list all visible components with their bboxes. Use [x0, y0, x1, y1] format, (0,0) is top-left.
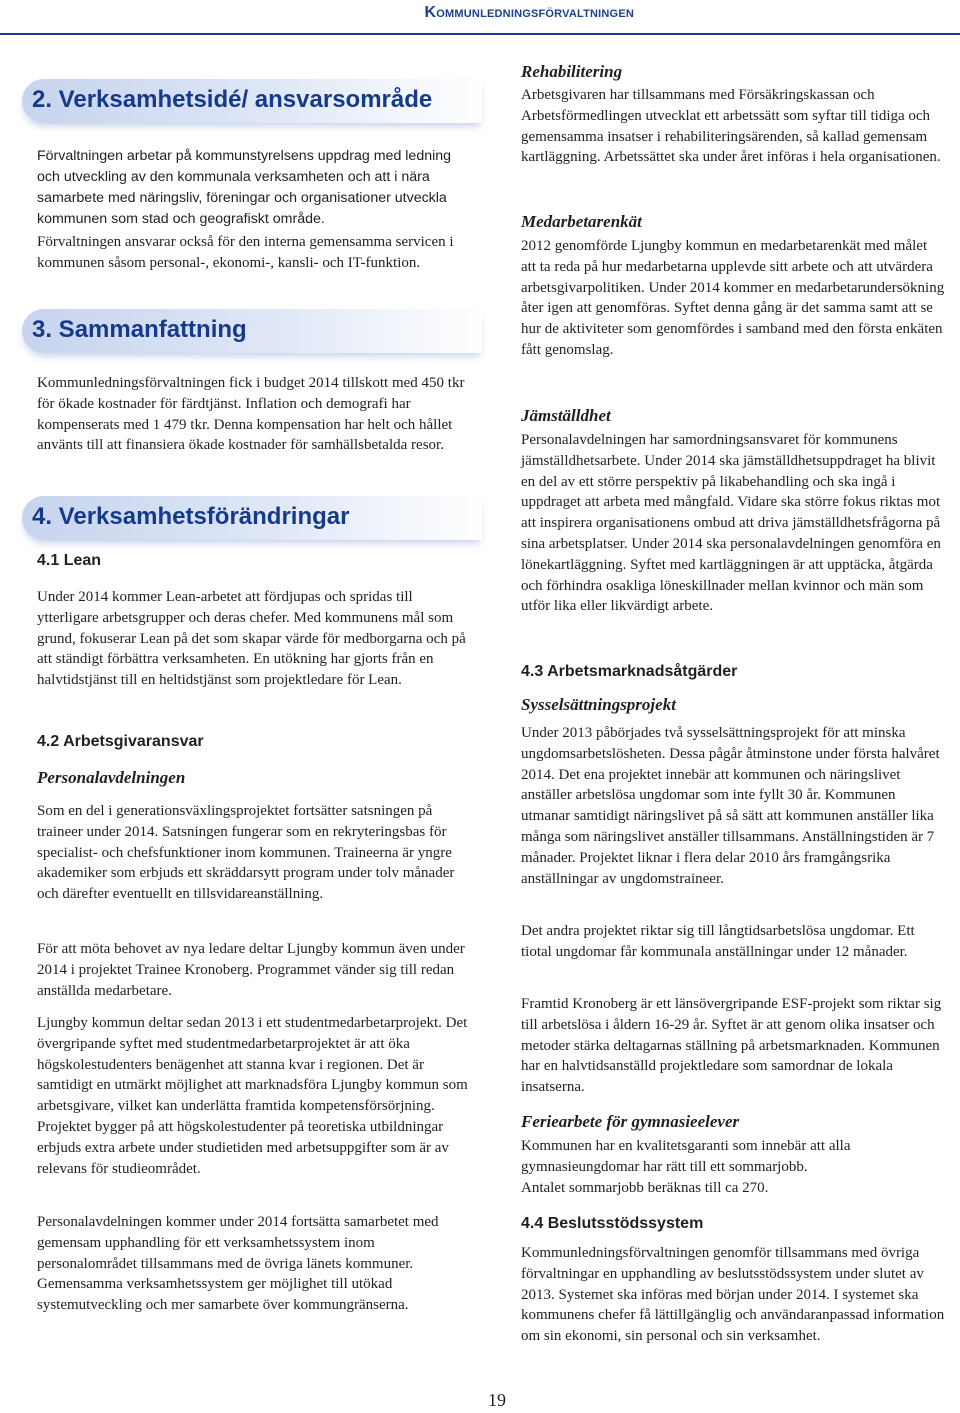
section-2-paragraph-1: Förvaltningen arbetar på kommunstyrelsens uppdrag med ledning och utveckling av den kommunala verksamheten och att i nära samarbete med näringsliv, föreningar och organisationer utveckla kommunen som stad och geografiskt område.: [37, 148, 452, 227]
section-3-banner: [22, 309, 482, 353]
sysselsattning-paragraph-2: Det andra projektet riktar sig till långtidsarbetslösa ungdomar. Ett tiotal ungdomar får kommunala anställningar under 12 månader.: [521, 923, 915, 960]
section-3-paragraph: Kommunledningsförvaltningen fick i budget 2014 tillskott med 450 tkr för ökade kostnader för färdtjänst. Inflation och demografi har kompenserats med 1 479 tkr. Denna kompensation har helt och hållet använts till att finansiera ökade kostnader för samhällsbetalda resor.: [37, 375, 465, 454]
rehabilitering-heading: Rehabilitering: [521, 62, 623, 81]
section-2-paragraph-2: Förvaltningen ansvarar också för den interna gemensamma servicen i kommunen såsom personal-, ekonomi-, kansli- och IT-funktion.: [37, 234, 454, 271]
section-3-title: 3. Sammanfattning: [32, 316, 247, 343]
personal-paragraph-3: Ljungby kommun deltar sedan 2013 i ett studentmedarbetarprojekt. Det övergripande syftet med studentmedarbetarprojektet är att öka högskolestudenters benägenhet att stanna kvar i regionen. Det är samtidigt en utmärkt möjlighet att marknadsföra Ljungby kommun som arbetsgivare, vilket kan underlätta framtida kompetensförsörjning. Projektet bygger på att högskolestudenter på teoretiska utbildningar erbjuds extra arbete under studietiden med arbetsuppgifter som är av relevans för studieområdet.: [37, 1015, 468, 1177]
personal-paragraph-4: Personalavdelningen kommer under 2014 fortsätta samarbetet med gemensam upphandling för ett verksamhetssystem inom personalområdet tillsammans med de övriga länets kommuner. Gemensamma verksamhetssystem ger möjlighet till utökad systemutveckling och mer samarbete över kommungränserna.: [37, 1214, 439, 1314]
subsection-4-1-title: 4.1 Lean: [37, 552, 102, 569]
rehabilitering-paragraph: Arbetsgivaren har tillsammans med Försäkringskassan och Arbetsförmedlingen utvecklat ett arbetssätt som syftar till tidiga och gemensamma insatser i rehabiliteringsärenden, så kallad gemensam kartläggning. Arbetssättet ska under året införas i hela organisationen.: [521, 87, 941, 166]
jamstalldhet-heading: Jämställdhet: [521, 406, 611, 425]
sysselsattningsprojekt-heading: Sysselsättningsprojekt: [521, 695, 676, 714]
section-4-banner: [22, 496, 482, 540]
subsection-4-1-paragraph: Under 2014 kommer Lean-arbetet att fördjupas och spridas till ytterligare arbetsgrupper och deras chefer. Med kommunens mål som grund, fokuserar Lean på det som skapar värde för medborgarna och på att ständigt förbättra verksamheten. En utökning har gjorts från en halvtidstjänst till en heltidstjänst som projektledare för Lean.: [37, 589, 466, 689]
header-rule: [0, 33, 960, 35]
subsection-4-2-title: 4.2 Arbetsgivaransvar: [37, 733, 204, 750]
jamstalldhet-paragraph: Personalavdelningen har samordningsansvaret för kommunens jämställdhetsarbete. Under 2014 ska jämställdhetsuppdraget ha blivit en del av ett större perspektiv på likabehandling och ska ingå i uppdraget att arbeta med mångfald. Vidare ska större fokus riktas mot att inspirera organisationens ombud att driva jämställdhetsfrågorna på sina arbetsplatser. Under 2014 ska personalavdelningen genomföra en lönekartläggning. Syftet med kartläggningen är att upptäcka, åtgärda och förhindra osakliga löneskillnader mellan kvinnor och män som utför lika eller likvärdigt arbete.: [521, 432, 941, 615]
subsection-4-4-title: 4.4 Beslutsstödssystem: [521, 1215, 704, 1232]
personalavdelningen-heading: Personalavdelningen: [37, 768, 186, 787]
sysselsattning-paragraph-1: Under 2013 påbörjades två sysselsättningsprojekt för att minska ungdomsarbetslösheten. Dessa pågår åtminstone under första halvåret 2014. Det ena projektet innebär att kommunen och näringslivet anställer arbetslösa ungdomar som inte fyllt 30 år. Kommunen utmanar samtidigt näringslivet på så sätt att kommunen anställer lika många som näringslivet anställer tillsammans. Anställningstiden är 7 månader. Projektet liknar i flera delar 2010 års framgångsrika anställningar av ungdomstraineer.: [521, 725, 940, 887]
section-2-title: 2. Verksamhetsidé/ ansvarsområde: [32, 86, 433, 113]
page-number: 19: [488, 1390, 506, 1410]
personal-paragraph-1: Som en del i generationsväxlingsprojektet fortsätter satsningen på traineer under 2014. Satsningen fungerar som en rekryteringsbas för specialist- och chefsfunktioner inom kommunen. Traineerna är yngre akademiker som erbjuds ett skräddarsytt program under tolv månader och därefter eventuellt en tillsvidareanställning.: [37, 803, 455, 903]
feriearbete-paragraph-1: Kommunen har en kvalitetsgaranti som innebär att alla gymnasieungdomar har rätt till ett sommarjobb.: [521, 1138, 851, 1175]
medarbetarenkat-heading: Medarbetarenkät: [521, 212, 642, 231]
running-header-title: Kommunledningsförvaltningen: [424, 4, 634, 21]
feriearbete-heading: Feriearbete för gymnasieelever: [521, 1112, 740, 1131]
section-2-banner: [22, 79, 482, 123]
personal-paragraph-2: För att möta behovet av nya ledare deltar Ljungby kommun även under 2014 i projektet Trainee Kronoberg. Programmet vänder sig till redan anställda medarbetare.: [37, 941, 465, 999]
section-4-title: 4. Verksamhetsförändringar: [32, 503, 350, 530]
feriearbete-paragraph-2: Antalet sommarjobb beräknas till ca 270.: [521, 1180, 769, 1196]
medarbetarenkat-paragraph: 2012 genomförde Ljungby kommun en medarbetarenkät med målet att ta reda på hur medarbetarna upplevde sitt arbete och att utvärdera arbetsgivarpolitiken. Under 2014 kommer en medarbetarundersökning åter igen att genomföras. Syftet denna gång är det samma samt att se hur de aktiviteter som genomfördes i samband med den första enkäten fått genomslag.: [521, 238, 945, 358]
subsection-4-3-title: 4.3 Arbetsmarknadsåtgärder: [521, 663, 738, 680]
beslutsstod-paragraph: Kommunledningsförvaltningen genomför tillsammans med övriga förvaltningar en upphandling av beslutsstödssystem under slutet av 2013. Systemet ska införas med början under 2014. I systemet ska kommunens chefer få lättillgänglig och användaranpassad information om sin ekonomi, sin personal och sin verksamhet.: [521, 1245, 945, 1345]
sysselsattning-paragraph-3: Framtid Kronoberg är ett länsövergripande ESF-projekt som riktar sig till arbetslösa i åldern 16-29 år. Syftet är att genom olika insatser och metoder stärka deltagarnas ställning på arbetsmarknaden. Kommunen har en halvtidsanställd projektledare som samordnar de lokala insatserna.: [521, 996, 942, 1096]
